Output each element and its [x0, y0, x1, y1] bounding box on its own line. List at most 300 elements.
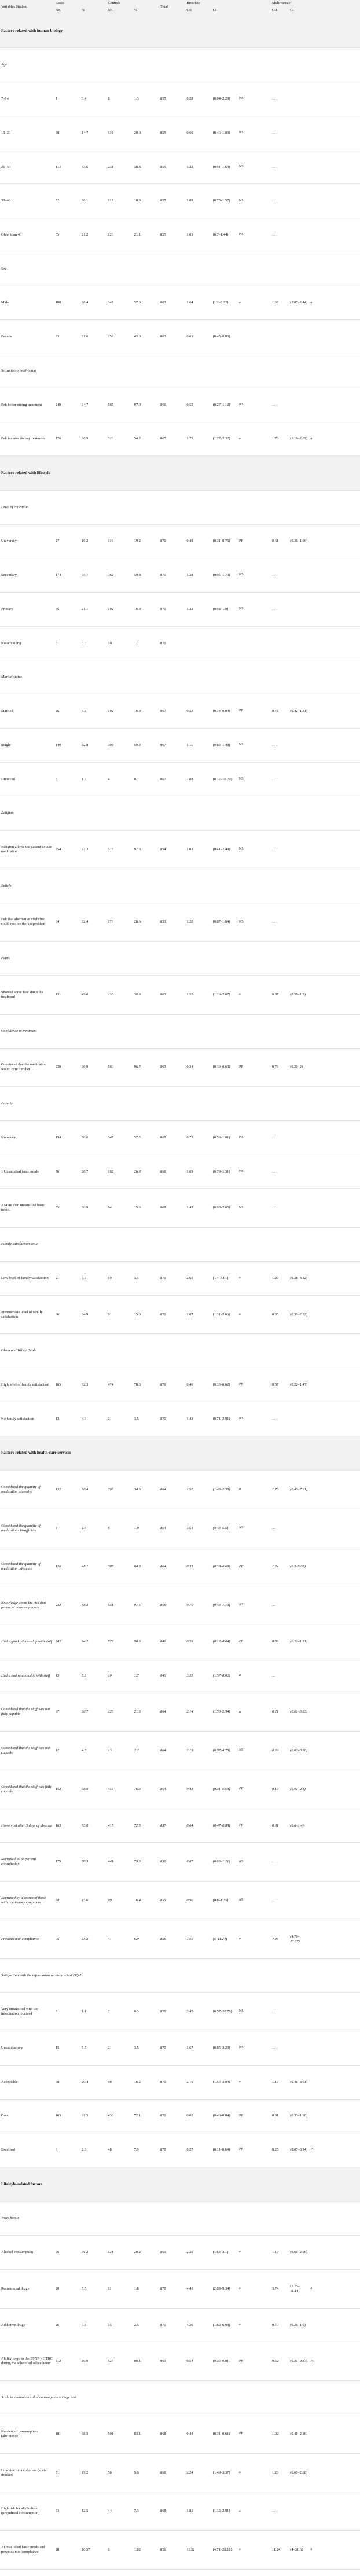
cases-no-cell: 76 — [54, 1155, 80, 1189]
group-heading: Marital status — [0, 660, 360, 694]
table-row — [0, 1659, 360, 1693]
cases-pct-cell: 4.9 — [80, 1402, 106, 1436]
controls-pct-cell: 3.5 — [133, 1402, 159, 1436]
cases-pct-cell: 49.6 — [80, 976, 106, 1015]
total-cell: 856 — [159, 1920, 185, 1958]
bivariate-ci-cell: (0.31–0.61) — [212, 2415, 238, 2453]
total-cell: 854 — [159, 831, 185, 869]
controls-no-cell: 233 — [106, 976, 133, 1015]
header-cases-no: No. — [54, 7, 80, 14]
multivariate-or-cell: … — [271, 903, 289, 942]
variable-label-cell: Convinced that the medication would cure him/her — [0, 1048, 54, 1087]
multivariate-sig-cell — [309, 1920, 360, 1958]
total-cell: 863 — [159, 2342, 185, 2381]
header-multivariate-or: OR — [271, 7, 289, 14]
bivariate-sig-cell: PF — [238, 1548, 271, 1586]
total-cell: 870 — [159, 558, 185, 593]
variable-label-cell: Felt that alternative medicine could resolve the TB problem — [0, 903, 54, 942]
bivariate-sig-cell: PF — [238, 1809, 271, 1843]
bivariate-or-cell: 0.54 — [185, 2342, 211, 2381]
table-row — [0, 1993, 360, 2031]
controls-no-cell: 474 — [106, 1368, 133, 1402]
multivariate-ci-cell — [289, 1189, 309, 1228]
total-cell: 855 — [159, 184, 185, 218]
variable-label-cell: Considered the quantity of medications insufficient — [0, 1509, 54, 1548]
bivariate-sig-cell: NS — [238, 218, 271, 252]
bivariate-ci-cell: (1.16–2.07) — [212, 976, 238, 1015]
cases-pct-cell: 10.2 — [80, 524, 106, 558]
multivariate-ci-cell: (0.3–5.05) — [289, 1548, 309, 1586]
bivariate-or-cell: 1.55 — [185, 976, 211, 1015]
bivariate-sig-cell: PF — [238, 2415, 271, 2453]
controls-no-cell: 2 — [106, 1993, 133, 2031]
cases-no-cell: 126 — [54, 1548, 80, 1586]
multivariate-ci-cell: (0.31–0.87) — [289, 2342, 309, 2381]
multivariate-sig-cell — [309, 1261, 360, 1295]
multivariate-sig-cell — [309, 1509, 360, 1548]
bivariate-ci-cell: (0.38–0.69) — [212, 1548, 238, 1586]
variable-label-cell: Considered the quantity of medication excessive — [0, 1471, 54, 1509]
multivariate-sig-cell — [309, 626, 360, 660]
table-row — [0, 1920, 360, 1958]
cases-no-cell: 242 — [54, 1625, 80, 1659]
multivariate-sig-cell — [309, 1659, 360, 1693]
multivariate-sig-cell — [309, 2065, 360, 2099]
controls-no-cell: 326 — [106, 422, 133, 456]
multivariate-ci-cell — [289, 320, 309, 354]
bivariate-ci-cell: (0.83–1.48) — [212, 728, 238, 762]
cases-no-cell: 165 — [54, 1368, 80, 1402]
bivariate-or-cell: 0.62 — [185, 2099, 211, 2133]
table-row — [0, 388, 360, 422]
bivariate-sig-cell: NS — [238, 592, 271, 626]
cases-no-cell: 5 — [54, 762, 80, 796]
multivariate-ci-cell — [289, 728, 309, 762]
controls-no-cell: 41 — [106, 1920, 133, 1958]
total-cell: 870 — [159, 524, 185, 558]
bivariate-sig-cell: PF — [238, 1048, 271, 1087]
multivariate-ci-cell — [289, 184, 309, 218]
header-controls: Controls — [106, 0, 159, 7]
multivariate-sig-cell — [309, 1368, 360, 1402]
variable-label-cell: Considered the quantity of medication adequate — [0, 1548, 54, 1586]
cases-pct-cell: 0.0 — [80, 626, 106, 660]
multivariate-ci-cell: (0.38–4.32) — [289, 1261, 309, 1295]
bivariate-ci-cell: (0.75–1.57) — [212, 184, 238, 218]
table-row — [0, 1693, 360, 1732]
total-cell: 866 — [159, 388, 185, 422]
cases-no-cell: 78 — [54, 2065, 80, 2099]
multivariate-sig-cell — [309, 1625, 360, 1659]
multivariate-ci-cell: (0.33–1.98) — [289, 2099, 309, 2133]
multivariate-ci-cell — [289, 558, 309, 593]
group-heading-row — [0, 1228, 360, 1262]
multivariate-sig-cell — [309, 1121, 360, 1155]
multivariate-ci-cell — [289, 2492, 309, 2531]
table-row — [0, 1809, 360, 1843]
total-cell: 870 — [159, 2270, 185, 2309]
controls-pct-cell: 2.5 — [133, 2308, 159, 2342]
total-cell: 868 — [159, 2453, 185, 2492]
controls-pct-cell: 91.5 — [133, 1586, 159, 1625]
header-cases: Cases — [54, 0, 107, 7]
cases-no-cell: 0 — [54, 626, 80, 660]
total-cell: 870 — [159, 1295, 185, 1334]
cases-no-cell: 113 — [54, 150, 80, 184]
cases-pct-cell: 50.6 — [80, 1121, 106, 1155]
bivariate-ci-cell: (0.46–1.03) — [212, 116, 238, 150]
multivariate-or-cell: 1.02 — [271, 2415, 289, 2453]
cases-pct-cell: 21.1 — [80, 592, 106, 626]
bivariate-sig-cell: PF — [238, 2342, 271, 2381]
bivariate-sig-cell: NS — [238, 1189, 271, 1228]
table-row — [0, 1048, 360, 1087]
table-row — [0, 694, 360, 729]
controls-no-cell: 436 — [106, 2099, 133, 2133]
cases-pct-cell: 24.9 — [80, 1295, 106, 1334]
table-row — [0, 2492, 360, 2531]
bivariate-or-cell: 1.81 — [185, 2492, 211, 2531]
bivariate-or-cell: 3.55 — [185, 1659, 211, 1693]
table-row — [0, 286, 360, 320]
multivariate-ci-cell — [289, 1659, 309, 1693]
table-row — [0, 2308, 360, 2342]
cases-pct-cell: 9.8 — [80, 694, 106, 729]
total-cell: 867 — [159, 728, 185, 762]
cases-pct-cell: 7.5 — [80, 2270, 106, 2309]
table-row — [0, 626, 360, 660]
multivariate-ci-cell — [289, 626, 309, 660]
table-row — [0, 82, 360, 116]
multivariate-ci-cell — [289, 1402, 309, 1436]
controls-pct-cell: 15.6 — [133, 1189, 159, 1228]
bivariate-ci-cell: (0.41–2.48) — [212, 831, 238, 869]
group-heading-row — [0, 48, 360, 82]
multivariate-sig-cell: a — [309, 2531, 360, 2570]
cases-pct-cell: 32.4 — [80, 903, 106, 942]
controls-pct-cell: 26.9 — [133, 1155, 159, 1189]
cases-pct-cell: 62.3 — [80, 1368, 106, 1402]
total-cell: 853 — [159, 903, 185, 942]
bivariate-ci-cell: (0.33–0.62) — [212, 1368, 238, 1402]
bivariate-or-cell: 0.51 — [185, 1548, 211, 1586]
cases-pct-cell: 58.0 — [80, 1770, 106, 1809]
controls-no-cell: 342 — [106, 286, 133, 320]
cases-no-cell: 26 — [54, 2308, 80, 2342]
controls-no-cell: 119 — [106, 116, 133, 150]
multivariate-or-cell: 0.25 — [271, 2133, 289, 2167]
bivariate-sig-cell: a — [238, 2270, 271, 2309]
bivariate-ci-cell: (0.79–1.51) — [212, 1155, 238, 1189]
multivariate-ci-cell: (0.36–1.06) — [289, 524, 309, 558]
variable-label-cell: 7–14 — [0, 82, 54, 116]
total-cell: 866 — [159, 1586, 185, 1625]
table-row — [0, 1261, 360, 1295]
bivariate-or-cell: 1.11 — [185, 728, 211, 762]
table-row — [0, 1843, 360, 1882]
table-row — [0, 762, 360, 796]
multivariate-or-cell: … — [271, 728, 289, 762]
total-cell: 868 — [159, 2492, 185, 2531]
bivariate-sig-cell: PF — [238, 1368, 271, 1402]
total-cell: 868 — [159, 1121, 185, 1155]
multivariate-or-cell: 0.57 — [271, 1368, 289, 1402]
cases-pct-cell: 35.8 — [80, 1920, 106, 1958]
controls-pct-cell: 1.0 — [133, 1509, 159, 1548]
bivariate-ci-cell: (1.82–6.98) — [212, 2308, 238, 2342]
controls-pct-cell: 50.3 — [133, 728, 159, 762]
bivariate-ci-cell: (1.4–5.01) — [212, 1261, 238, 1295]
cases-no-cell: 131 — [54, 976, 80, 1015]
bivariate-sig-cell: NS — [238, 1993, 271, 2031]
bivariate-sig-cell: a — [238, 1261, 271, 1295]
controls-pct-cell: 96.7 — [133, 1048, 159, 1087]
bivariate-or-cell: 0.48 — [185, 524, 211, 558]
variable-label-cell: Very unsatisfied with the information received — [0, 1993, 54, 2031]
multivariate-sig-cell — [309, 320, 360, 354]
multivariate-or-cell: … — [271, 1509, 289, 1548]
cases-pct-cell: 9.8 — [80, 2308, 106, 2342]
bivariate-sig-cell: NS — [238, 1843, 271, 1882]
variable-label-cell: Low risk for alcoholism (social drinker) — [0, 2453, 54, 2492]
cases-pct-cell: 19.2 — [80, 2453, 106, 2492]
total-cell: 868 — [159, 2415, 185, 2453]
bivariate-or-cell: 2.65 — [185, 1261, 211, 1295]
bivariate-or-cell: 0.64 — [185, 1809, 211, 1843]
multivariate-or-cell: 0.76 — [271, 1048, 289, 1087]
cases-pct-cell: 66.9 — [80, 422, 106, 456]
multivariate-ci-cell: (0.01–2.4) — [289, 1770, 309, 1809]
bivariate-ci-cell: (0.6–1.35) — [212, 1882, 238, 1920]
cases-no-cell: 4 — [54, 1509, 80, 1548]
bivariate-ci-cell: (0.63–1.21) — [212, 1843, 238, 1882]
controls-no-cell: 458 — [106, 1770, 133, 1809]
group-heading: Satisfaction with the information received – test ISQ-I — [0, 1958, 360, 1993]
table-row — [0, 831, 360, 869]
multivariate-ci-cell: (0.31–2.32) — [289, 1295, 309, 1334]
controls-no-cell: 577 — [106, 831, 133, 869]
table-row — [0, 592, 360, 626]
bivariate-or-cell: 0.28 — [185, 82, 211, 116]
bivariate-ci-cell: (0.85–3.29) — [212, 2031, 238, 2066]
controls-no-cell: 580 — [106, 1048, 133, 1087]
cases-pct-cell: 12.5 — [80, 2492, 106, 2531]
multivariate-ci-cell: (0.48–2.16) — [289, 2415, 309, 2453]
cases-no-cell: 38 — [54, 1882, 80, 1920]
bivariate-or-cell: 2.14 — [185, 1693, 211, 1732]
multivariate-ci-cell: (0.21–1.71) — [289, 1625, 309, 1659]
bivariate-ci-cell: (1.31–2.66) — [212, 1295, 238, 1334]
variable-label-cell: University — [0, 524, 54, 558]
multivariate-or-cell: … — [271, 150, 289, 184]
controls-pct-cell: 1.02 — [133, 2531, 159, 2570]
section-heading: Factors related with human biology — [0, 14, 360, 48]
cases-pct-cell: 97.3 — [80, 831, 106, 869]
table-row — [0, 1121, 360, 1155]
cases-pct-cell: 61.5 — [80, 2099, 106, 2133]
table-row — [0, 2031, 360, 2066]
total-cell: 856 — [159, 1843, 185, 1882]
bivariate-or-cell: 0.60 — [185, 116, 211, 150]
bivariate-or-cell: 2.25 — [185, 2236, 211, 2270]
multivariate-sig-cell — [309, 1809, 360, 1843]
variable-label-cell: Showed some fear about the treatment — [0, 976, 54, 1015]
multivariate-sig-cell — [309, 1732, 360, 1770]
bivariate-or-cell: 0.61 — [185, 320, 211, 354]
cases-pct-cell: 29.4 — [80, 2065, 106, 2099]
multivariate-ci-cell: (4.76–13.27) — [289, 1920, 309, 1958]
multivariate-sig-cell — [309, 1843, 360, 1882]
table-row — [0, 422, 360, 456]
controls-pct-cell: 1.7 — [133, 626, 159, 660]
multivariate-sig-cell — [309, 388, 360, 422]
bivariate-or-cell: 1.28 — [185, 558, 211, 593]
table-row — [0, 116, 360, 150]
multivariate-or-cell: 0.91 — [271, 1809, 289, 1843]
bivariate-or-cell: 2.15 — [185, 1732, 211, 1770]
cases-no-cell: 12 — [54, 1732, 80, 1770]
cases-no-cell: 13 — [54, 1402, 80, 1436]
cases-no-cell: 6 — [54, 2133, 80, 2167]
total-cell: 870 — [159, 2308, 185, 2342]
controls-pct-cell: 1.8 — [133, 2270, 159, 2309]
controls-pct-cell: 21.3 — [133, 1693, 159, 1732]
bivariate-or-cell: 0.75 — [185, 1121, 211, 1155]
variable-label-cell: Intermediate level of family satisfaction — [0, 1295, 54, 1334]
bivariate-ci-cell: (0.47–0.88) — [212, 1809, 238, 1843]
variable-label-cell: Excellent — [0, 2133, 54, 2167]
multivariate-or-cell: … — [271, 82, 289, 116]
multivariate-sig-cell — [309, 184, 360, 218]
bivariate-sig-cell: PF — [238, 2133, 271, 2167]
multivariate-or-cell: 0.59 — [271, 1625, 289, 1659]
multivariate-sig-cell — [309, 218, 360, 252]
controls-pct-cell: 3.1 — [133, 1261, 159, 1295]
table-row — [0, 184, 360, 218]
multivariate-ci-cell — [289, 116, 309, 150]
controls-pct-cell: 38.8 — [133, 150, 159, 184]
cases-pct-cell: 2.3 — [80, 2133, 106, 2167]
cases-no-cell: 55 — [54, 218, 80, 252]
cases-pct-cell: 50.4 — [80, 1471, 106, 1509]
bivariate-sig-cell: NS — [238, 1402, 271, 1436]
section-heading-row — [0, 14, 360, 48]
variable-label-cell: Unsatisfactory — [0, 2031, 54, 2066]
multivariate-or-cell: 1.24 — [271, 1548, 289, 1586]
table-row — [0, 1471, 360, 1509]
variable-label-cell: Had a good relationship with staff — [0, 1625, 54, 1659]
total-cell: 864 — [159, 1471, 185, 1509]
cases-no-cell: 33 — [54, 2492, 80, 2531]
total-cell: 864 — [159, 1509, 185, 1548]
bivariate-or-cell: 1.92 — [185, 1471, 211, 1509]
section-heading-row — [0, 456, 360, 490]
controls-pct-cell: 57.0 — [133, 286, 159, 320]
cases-no-cell: 153 — [54, 1770, 80, 1809]
controls-pct-cell: 16.9 — [133, 694, 159, 729]
bivariate-ci-cell: (0.77–10.79) — [212, 762, 238, 796]
header-multivariate-sig — [309, 7, 360, 14]
table-row — [0, 903, 360, 942]
variable-label-cell: Home visit after 3 days of absence — [0, 1809, 54, 1843]
table-row — [0, 2133, 360, 2167]
multivariate-ci-cell: (0.66–2.06) — [289, 2236, 309, 2270]
variable-label-cell: 2 More than unsatisfied basic needs. — [0, 1189, 54, 1228]
multivariate-or-cell: 1.17 — [271, 2236, 289, 2270]
bivariate-or-cell: 3.45 — [185, 1993, 211, 2031]
header-controls-no: No. — [106, 7, 133, 14]
variable-label-cell: Acceptable — [0, 2065, 54, 2099]
bivariate-ci-cell: (1.56–2.94) — [212, 1693, 238, 1732]
cases-no-cell: 132 — [54, 1471, 80, 1509]
multivariate-ci-cell: (4–31.62) — [289, 2531, 309, 2570]
cases-pct-cell: 1.9 — [80, 762, 106, 796]
group-heading: Family satisfaction scale — [0, 1228, 360, 1262]
variable-label-cell: Recruited by outpatient consultation — [0, 1843, 54, 1882]
total-cell: 868 — [159, 1155, 185, 1189]
table-row — [0, 1295, 360, 1334]
multivariate-or-cell: 0.52 — [271, 2342, 289, 2381]
multivariate-or-cell: … — [271, 1189, 289, 1228]
group-heading: Scale to evaluate alcohol consumption – Cage test — [0, 2381, 360, 2415]
multivariate-or-cell: … — [271, 218, 289, 252]
group-heading-row — [0, 660, 360, 694]
group-heading: Olson and Wilson Scale — [0, 1334, 360, 1368]
multivariate-ci-cell — [289, 2031, 309, 2066]
total-cell: 870 — [159, 592, 185, 626]
variable-label-cell: Male — [0, 286, 54, 320]
controls-pct-cell: 59.8 — [133, 558, 159, 593]
variable-label-cell: No schooling — [0, 626, 54, 660]
header-bivariate-sig — [238, 7, 271, 14]
multivariate-sig-cell — [309, 1471, 360, 1509]
total-cell: 863 — [159, 286, 185, 320]
total-cell: 868 — [159, 1189, 185, 1228]
controls-no-cell: 48 — [106, 2133, 133, 2167]
multivariate-or-cell: … — [271, 1843, 289, 1882]
cases-no-cell: 176 — [54, 422, 80, 456]
multivariate-ci-cell — [289, 1121, 309, 1155]
variable-label-cell: Divorced — [0, 762, 54, 796]
multivariate-or-cell: 0.85 — [271, 1295, 289, 1334]
group-heading-row — [0, 354, 360, 388]
controls-no-cell: 585 — [106, 388, 133, 422]
variable-label-cell: Alcohol consumption — [0, 2236, 54, 2270]
controls-no-cell: 170 — [106, 903, 133, 942]
bivariate-sig-cell: a — [238, 2236, 271, 2270]
bivariate-or-cell: 1.09 — [185, 184, 211, 218]
total-cell: 855 — [159, 150, 185, 184]
cases-no-cell: 26 — [54, 694, 80, 729]
variable-label-cell: Single — [0, 728, 54, 762]
variable-label-cell: 1 Unsatisfied basic needs — [0, 1155, 54, 1189]
controls-pct-cell: 16.9 — [133, 592, 159, 626]
variable-label-cell: High level of family satisfaction — [0, 1368, 54, 1402]
multivariate-ci-cell — [289, 831, 309, 869]
multivariate-sig-cell: PF — [309, 2342, 360, 2381]
controls-pct-cell: 15.0 — [133, 1295, 159, 1334]
controls-no-cell: 573 — [106, 1625, 133, 1659]
cases-no-cell: 97 — [54, 1693, 80, 1732]
bivariate-or-cell: 1.67 — [185, 2031, 211, 2066]
variable-label-cell: Recruited by a search of those with respiratory symptoms — [0, 1882, 54, 1920]
multivariate-sig-cell — [309, 150, 360, 184]
cases-pct-cell: 0.4 — [80, 82, 106, 116]
cases-pct-cell: 10.57 — [80, 2531, 106, 2570]
bivariate-ci-cell: (0.43–5.5) — [212, 1509, 238, 1548]
multivariate-sig-cell — [309, 2492, 360, 2531]
multivariate-or-cell: … — [271, 2031, 289, 2066]
